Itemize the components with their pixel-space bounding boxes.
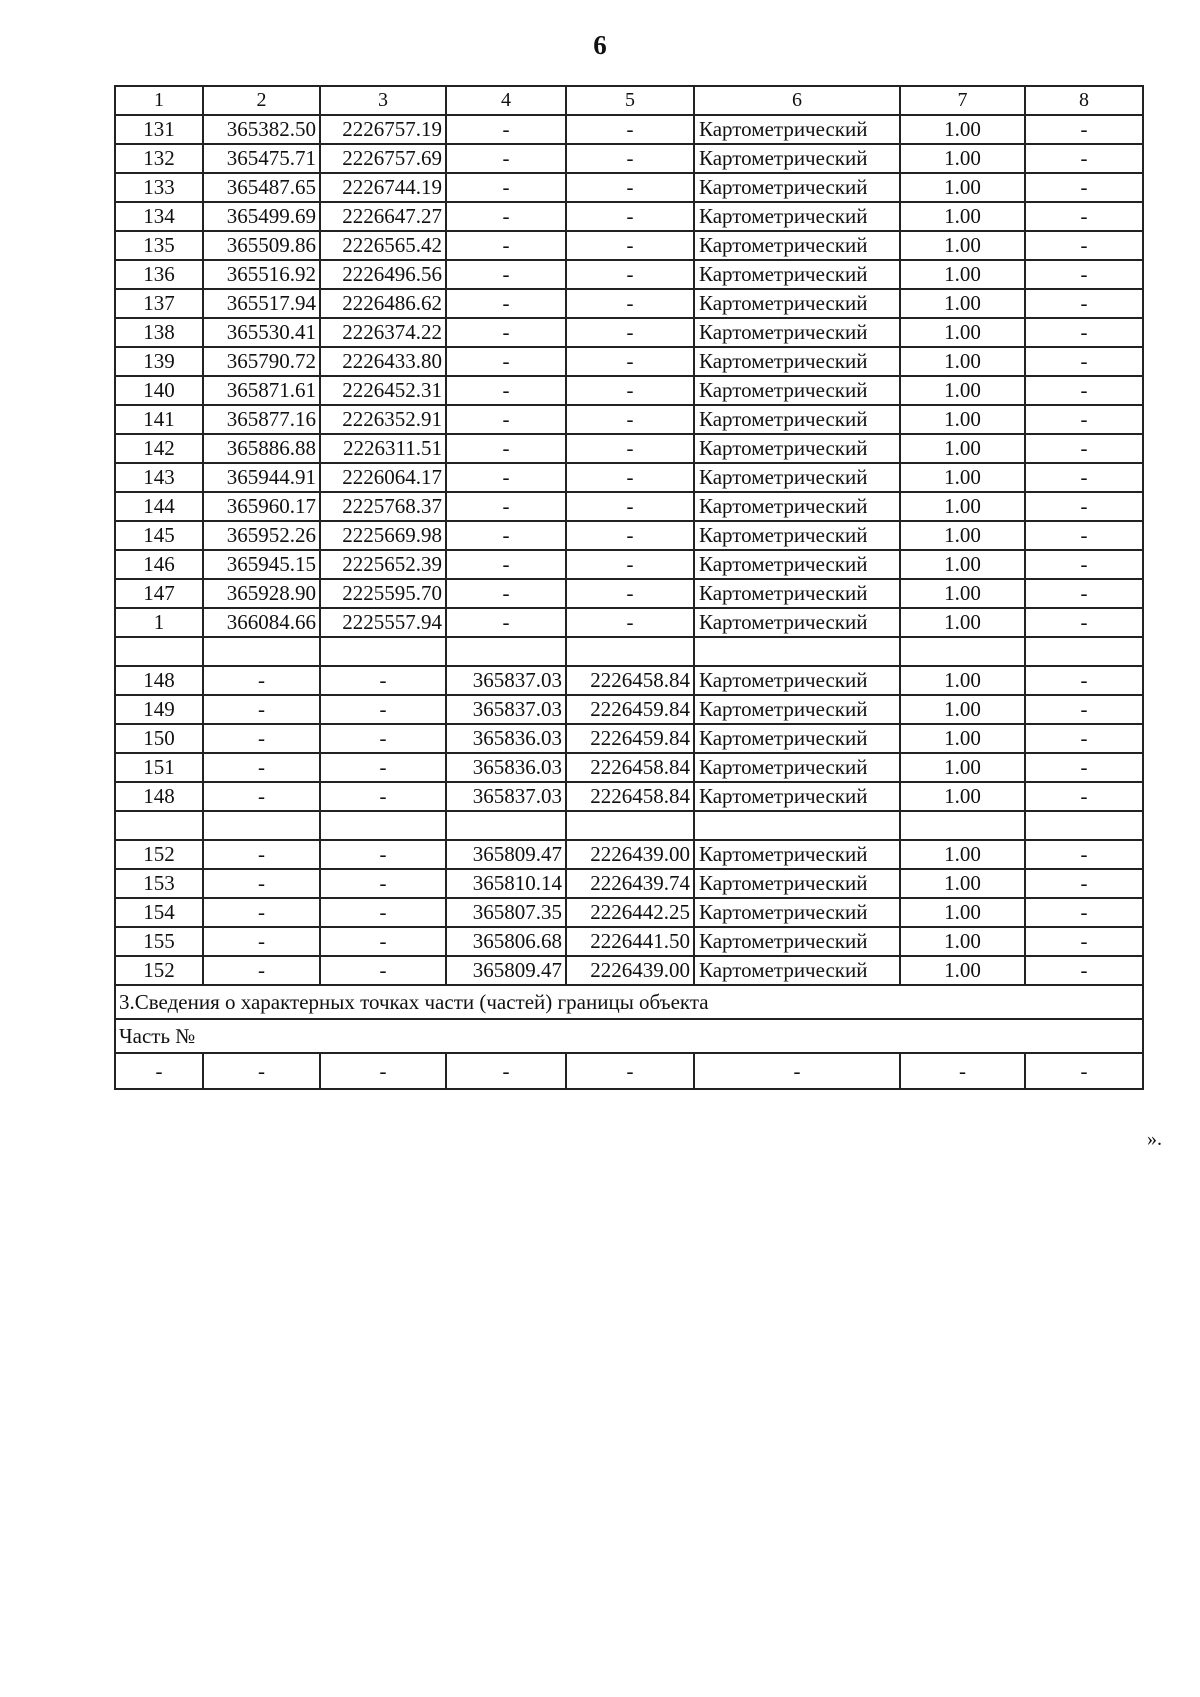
spacer-row <box>115 811 1143 840</box>
table-row <box>115 956 1143 985</box>
table-cell: Картометрический <box>694 782 900 811</box>
table-cell: 2225652.39 <box>320 550 446 579</box>
table-cell: 152 <box>115 956 203 985</box>
table-cell: - <box>1025 869 1143 898</box>
table-cell: - <box>446 231 566 260</box>
table-row <box>115 434 1143 463</box>
table-cell: 137 <box>115 289 203 318</box>
table-cell: 365837.03 <box>446 782 566 811</box>
table-cell: 365499.69 <box>203 202 320 231</box>
table-cell: 1.00 <box>900 753 1025 782</box>
table-cell: - <box>446 579 566 608</box>
table-cell: - <box>203 898 320 927</box>
table-cell <box>203 637 320 666</box>
table-cell: - <box>1025 347 1143 376</box>
table-cell: Картометрический <box>694 550 900 579</box>
table-cell: 365509.86 <box>203 231 320 260</box>
table-cell: - <box>1025 550 1143 579</box>
table-cell: 365944.91 <box>203 463 320 492</box>
table-cell: 151 <box>115 753 203 782</box>
table-cell: 1.00 <box>900 579 1025 608</box>
table-row <box>115 144 1143 173</box>
table-cell: - <box>1025 318 1143 347</box>
table-cell: 1.00 <box>900 202 1025 231</box>
table-row <box>115 869 1143 898</box>
table-cell: 152 <box>115 840 203 869</box>
table-cell <box>566 637 694 666</box>
table-cell: - <box>1025 202 1143 231</box>
table-cell: - <box>566 144 694 173</box>
table-cell: - <box>566 579 694 608</box>
table-cell: - <box>446 173 566 202</box>
table-row <box>115 289 1143 318</box>
table-row <box>115 579 1143 608</box>
table-cell: - <box>320 724 446 753</box>
table-cell: - <box>203 724 320 753</box>
table-cell: - <box>1025 115 1143 144</box>
table-cell: - <box>320 695 446 724</box>
table-cell: - <box>566 347 694 376</box>
table-cell: 145 <box>115 521 203 550</box>
table-cell: - <box>1025 144 1143 173</box>
table-cell: - <box>320 666 446 695</box>
table-cell: - <box>566 260 694 289</box>
header-row <box>115 86 1143 115</box>
table-cell: - <box>1025 724 1143 753</box>
table-cell: 365952.26 <box>203 521 320 550</box>
table-row <box>115 376 1143 405</box>
table-cell: 1.00 <box>900 492 1025 521</box>
table-cell: 365945.15 <box>203 550 320 579</box>
table-row <box>115 492 1143 521</box>
table-cell: 2226565.42 <box>320 231 446 260</box>
table-cell: - <box>446 144 566 173</box>
part-label: Часть № <box>115 1019 1143 1053</box>
table-cell: 365790.72 <box>203 347 320 376</box>
table-cell: 1.00 <box>900 695 1025 724</box>
table-cell: - <box>320 840 446 869</box>
table-row <box>115 202 1143 231</box>
table-cell: 1.00 <box>900 550 1025 579</box>
table-cell: - <box>446 202 566 231</box>
table-cell: 1.00 <box>900 115 1025 144</box>
table-cell: Картометрический <box>694 376 900 405</box>
table-row <box>115 463 1143 492</box>
table-row <box>115 231 1143 260</box>
table-cell: 365886.88 <box>203 434 320 463</box>
table-cell: Картометрический <box>694 608 900 637</box>
table-cell: 147 <box>115 579 203 608</box>
table-cell: - <box>900 1053 1025 1089</box>
table-cell: - <box>446 463 566 492</box>
table-cell: - <box>1025 434 1143 463</box>
section-title: 3.Сведения о характерных точках части (частей) границы объекта <box>115 985 1143 1019</box>
table-cell: 365837.03 <box>446 695 566 724</box>
table-cell: 365810.14 <box>446 869 566 898</box>
column-header: 8 <box>1025 86 1143 115</box>
table-row <box>115 1053 1143 1089</box>
table-cell: 365382.50 <box>203 115 320 144</box>
table-cell: - <box>566 463 694 492</box>
table-cell: - <box>1025 260 1143 289</box>
table-cell: - <box>446 347 566 376</box>
table-cell: 365517.94 <box>203 289 320 318</box>
table-cell: 1.00 <box>900 840 1025 869</box>
table-cell: Картометрический <box>694 898 900 927</box>
table-cell: 2226374.22 <box>320 318 446 347</box>
table-row <box>115 608 1143 637</box>
table-cell: 2226486.62 <box>320 289 446 318</box>
table-cell: 1.00 <box>900 956 1025 985</box>
table-cell: - <box>1025 1053 1143 1089</box>
table-cell: - <box>1025 753 1143 782</box>
table-cell: 365809.47 <box>446 840 566 869</box>
table-cell: - <box>1025 463 1143 492</box>
table-cell: - <box>446 1053 566 1089</box>
table-cell: - <box>566 550 694 579</box>
table-cell: - <box>566 318 694 347</box>
table-cell: 2226647.27 <box>320 202 446 231</box>
table-cell: 1.00 <box>900 231 1025 260</box>
table-cell: Картометрический <box>694 405 900 434</box>
table-cell: 365806.68 <box>446 927 566 956</box>
table-cell <box>115 637 203 666</box>
table-cell: - <box>203 753 320 782</box>
table-cell: 1.00 <box>900 289 1025 318</box>
table-cell: Картометрический <box>694 724 900 753</box>
table-cell: Картометрический <box>694 289 900 318</box>
table-cell: - <box>446 289 566 318</box>
table-cell: Картометрический <box>694 840 900 869</box>
table-cell: 2225595.70 <box>320 579 446 608</box>
table-cell: 1.00 <box>900 173 1025 202</box>
table-cell: Картометрический <box>694 492 900 521</box>
table-cell: 1.00 <box>900 724 1025 753</box>
table-cell: 2226311.51 <box>320 434 446 463</box>
table-cell: 2226458.84 <box>566 782 694 811</box>
table-cell <box>446 811 566 840</box>
table-cell: - <box>1025 608 1143 637</box>
table-cell: - <box>1025 695 1143 724</box>
part-row <box>115 1019 1143 1053</box>
table-cell: 1.00 <box>900 260 1025 289</box>
table-cell: 2226757.69 <box>320 144 446 173</box>
table-cell <box>900 811 1025 840</box>
table-cell: 1.00 <box>900 869 1025 898</box>
table-cell: 365475.71 <box>203 144 320 173</box>
table-row <box>115 347 1143 376</box>
table-cell: 2225768.37 <box>320 492 446 521</box>
table-cell: - <box>203 956 320 985</box>
table-cell: - <box>203 927 320 956</box>
column-header: 1 <box>115 86 203 115</box>
table-row <box>115 724 1143 753</box>
table-cell: 1.00 <box>900 927 1025 956</box>
table-cell: 1.00 <box>900 521 1025 550</box>
table-cell: 2226452.31 <box>320 376 446 405</box>
table-cell: 2226757.19 <box>320 115 446 144</box>
table-cell: - <box>203 869 320 898</box>
table-cell: - <box>1025 173 1143 202</box>
table-cell: Картометрический <box>694 231 900 260</box>
table-cell: 154 <box>115 898 203 927</box>
table-cell: - <box>446 318 566 347</box>
table-cell: Картометрический <box>694 695 900 724</box>
table-cell: 1.00 <box>900 347 1025 376</box>
table-cell: Картометрический <box>694 173 900 202</box>
table-row <box>115 782 1143 811</box>
table-cell: - <box>566 376 694 405</box>
table-cell: 2226459.84 <box>566 724 694 753</box>
table-cell: 1.00 <box>900 608 1025 637</box>
table-row <box>115 318 1143 347</box>
table-cell: 365877.16 <box>203 405 320 434</box>
table-cell: - <box>446 434 566 463</box>
table-row <box>115 405 1143 434</box>
table-cell: Картометрический <box>694 144 900 173</box>
table-cell: - <box>203 840 320 869</box>
table-cell: 155 <box>115 927 203 956</box>
table-row <box>115 115 1143 144</box>
table-cell: - <box>566 115 694 144</box>
table-cell: 143 <box>115 463 203 492</box>
table-cell: 365871.61 <box>203 376 320 405</box>
table-cell: - <box>1025 666 1143 695</box>
table-cell: 2226439.00 <box>566 840 694 869</box>
table-row <box>115 260 1143 289</box>
table-cell: - <box>1025 840 1143 869</box>
table-cell: - <box>566 608 694 637</box>
table-cell: 1.00 <box>900 434 1025 463</box>
table-cell: - <box>566 521 694 550</box>
table-cell: 135 <box>115 231 203 260</box>
table-cell: - <box>446 521 566 550</box>
table-cell: 2226458.84 <box>566 753 694 782</box>
table-cell: - <box>1025 782 1143 811</box>
table-cell: - <box>566 492 694 521</box>
table-row <box>115 666 1143 695</box>
table-cell: - <box>446 550 566 579</box>
table-cell: 365836.03 <box>446 753 566 782</box>
table-cell: 1.00 <box>900 144 1025 173</box>
table-cell: - <box>320 753 446 782</box>
table-cell: - <box>566 173 694 202</box>
table-cell: - <box>320 782 446 811</box>
table-cell: Картометрический <box>694 666 900 695</box>
table-cell: 140 <box>115 376 203 405</box>
table-cell: 366084.66 <box>203 608 320 637</box>
table-row <box>115 898 1143 927</box>
table-cell: - <box>1025 405 1143 434</box>
table-cell <box>1025 637 1143 666</box>
table-cell: 365960.17 <box>203 492 320 521</box>
table-cell: - <box>446 405 566 434</box>
column-header: 5 <box>566 86 694 115</box>
table-cell: - <box>115 1053 203 1089</box>
table-cell: 136 <box>115 260 203 289</box>
page-number: 6 <box>593 30 607 60</box>
table-cell: - <box>566 231 694 260</box>
table-cell: 132 <box>115 144 203 173</box>
table-cell: - <box>203 666 320 695</box>
table-cell: Картометрический <box>694 521 900 550</box>
table-cell <box>446 637 566 666</box>
table-cell: 1.00 <box>900 463 1025 492</box>
table-cell: 1.00 <box>900 782 1025 811</box>
table-cell: - <box>1025 898 1143 927</box>
table-cell: 148 <box>115 666 203 695</box>
table-cell <box>1025 811 1143 840</box>
table-cell: 133 <box>115 173 203 202</box>
table-cell: - <box>203 782 320 811</box>
column-header: 7 <box>900 86 1025 115</box>
table-cell: 2226459.84 <box>566 695 694 724</box>
column-header: 2 <box>203 86 320 115</box>
table-cell: - <box>566 289 694 318</box>
table-cell: 149 <box>115 695 203 724</box>
table-cell: Картометрический <box>694 260 900 289</box>
table-cell: 134 <box>115 202 203 231</box>
table-cell <box>900 637 1025 666</box>
table-cell <box>115 811 203 840</box>
table-cell: Картометрический <box>694 753 900 782</box>
table-cell: 2226439.00 <box>566 956 694 985</box>
table-cell: 2226352.91 <box>320 405 446 434</box>
table-cell <box>320 811 446 840</box>
table-cell: 1.00 <box>900 898 1025 927</box>
spacer-row <box>115 637 1143 666</box>
table-cell: - <box>1025 492 1143 521</box>
table-body <box>115 86 1143 1089</box>
table-cell: 2225557.94 <box>320 608 446 637</box>
table-cell: - <box>446 492 566 521</box>
table-cell: Картометрический <box>694 115 900 144</box>
table-cell: Картометрический <box>694 869 900 898</box>
table-cell: Картометрический <box>694 434 900 463</box>
table-cell: Картометрический <box>694 202 900 231</box>
table-cell: 131 <box>115 115 203 144</box>
table-cell: - <box>446 608 566 637</box>
table-cell: 1.00 <box>900 376 1025 405</box>
table-row <box>115 927 1143 956</box>
column-header: 6 <box>694 86 900 115</box>
table-cell: 2226439.74 <box>566 869 694 898</box>
table-row <box>115 550 1143 579</box>
table-row <box>115 840 1143 869</box>
table-cell: 365809.47 <box>446 956 566 985</box>
section-row <box>115 985 1143 1019</box>
table-cell: 138 <box>115 318 203 347</box>
table-cell: - <box>1025 521 1143 550</box>
table-cell: 365837.03 <box>446 666 566 695</box>
table-cell: Картометрический <box>694 579 900 608</box>
table-cell: - <box>203 1053 320 1089</box>
table-cell: 1.00 <box>900 405 1025 434</box>
table-row <box>115 695 1143 724</box>
table-cell: - <box>320 898 446 927</box>
table-cell: - <box>320 1053 446 1089</box>
table-cell: - <box>566 1053 694 1089</box>
table-cell: - <box>1025 231 1143 260</box>
table-cell: - <box>1025 927 1143 956</box>
table-cell: - <box>446 376 566 405</box>
table-cell: - <box>566 202 694 231</box>
table-cell: 139 <box>115 347 203 376</box>
table-cell: 2225669.98 <box>320 521 446 550</box>
closing-quote: ». <box>1147 1128 1162 1150</box>
table-cell: Картометрический <box>694 927 900 956</box>
table-cell: 2226433.80 <box>320 347 446 376</box>
table-cell: 2226496.56 <box>320 260 446 289</box>
table-cell: 144 <box>115 492 203 521</box>
table-cell: Картометрический <box>694 956 900 985</box>
table-cell: 365530.41 <box>203 318 320 347</box>
table-cell: - <box>320 869 446 898</box>
table-cell: - <box>320 927 446 956</box>
table-cell: 365516.92 <box>203 260 320 289</box>
table-cell: 365836.03 <box>446 724 566 753</box>
table-cell: 365807.35 <box>446 898 566 927</box>
table-cell <box>320 637 446 666</box>
table-cell: 142 <box>115 434 203 463</box>
table-cell: 150 <box>115 724 203 753</box>
table-cell: 1 <box>115 608 203 637</box>
table-cell: Картометрический <box>694 347 900 376</box>
table-cell: - <box>446 115 566 144</box>
table-row <box>115 521 1143 550</box>
table-cell: 365928.90 <box>203 579 320 608</box>
table-cell <box>694 637 900 666</box>
table-cell: - <box>1025 956 1143 985</box>
table-cell: - <box>446 260 566 289</box>
column-header: 4 <box>446 86 566 115</box>
table-cell <box>566 811 694 840</box>
table-cell: 2226458.84 <box>566 666 694 695</box>
table-cell: 2226744.19 <box>320 173 446 202</box>
table-cell: 2226064.17 <box>320 463 446 492</box>
table-cell: - <box>1025 289 1143 318</box>
table-cell: - <box>203 695 320 724</box>
table-cell: 141 <box>115 405 203 434</box>
table-row <box>115 753 1143 782</box>
table-cell: 1.00 <box>900 318 1025 347</box>
table-cell: - <box>566 405 694 434</box>
table-cell: - <box>694 1053 900 1089</box>
table-cell: - <box>320 956 446 985</box>
table-cell: 1.00 <box>900 666 1025 695</box>
table-cell: Картометрический <box>694 318 900 347</box>
table-row <box>115 173 1143 202</box>
coordinates-table <box>114 85 1144 1090</box>
table-cell: 146 <box>115 550 203 579</box>
table-cell: 148 <box>115 782 203 811</box>
table-cell: 2226442.25 <box>566 898 694 927</box>
table-cell: 153 <box>115 869 203 898</box>
table-cell: Картометрический <box>694 463 900 492</box>
table-cell <box>203 811 320 840</box>
table-cell: - <box>1025 579 1143 608</box>
table-cell: - <box>1025 376 1143 405</box>
table-cell <box>694 811 900 840</box>
column-header: 3 <box>320 86 446 115</box>
table-cell: - <box>566 434 694 463</box>
table-cell: 2226441.50 <box>566 927 694 956</box>
table-cell: 365487.65 <box>203 173 320 202</box>
